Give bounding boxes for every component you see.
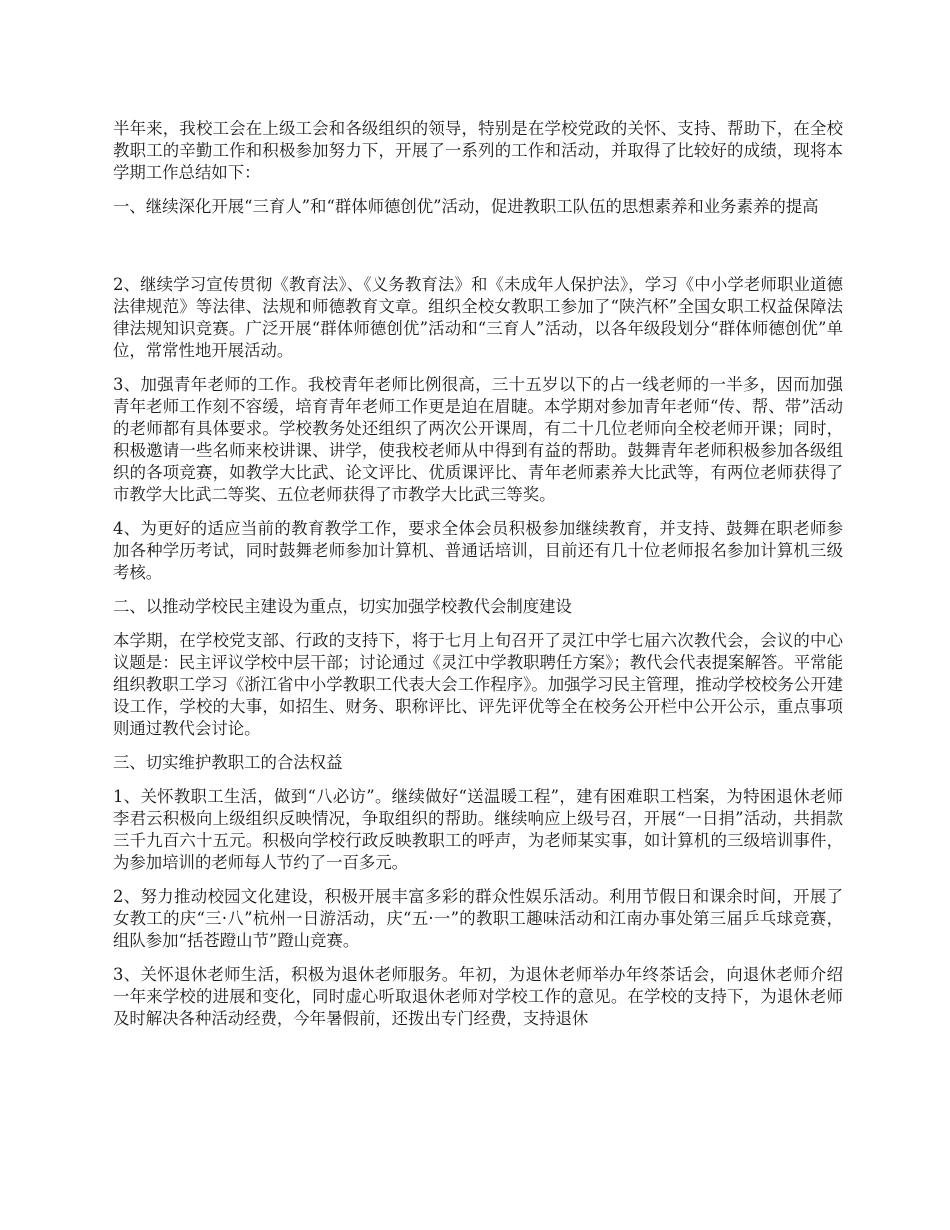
paragraph-congress: 本学期，在学校党支部、行政的支持下，将于七月上旬召开了灵江中学七届六次教代会，会议的中心议题是：民主评议学校中层干部；讨论通过《灵江中学教职聘任方案》；教代会代表提案解答。平常能组织教职工学习《浙江省中小学教职工代表大会工作程序》。加强学习民主管理，推动学校校务公开建设工作，学校的大事，如招生、财务、职称评比、评先评优等全在校务公开栏中公开公示，重点事项则通过教代会讨论。 xyxy=(113,631,843,738)
section-heading-3: 三、切实维护教职工的合法权益 xyxy=(113,753,343,772)
paragraph-welfare-1: 1、关怀教职工生活，做到“八必访”。继续做好“送温暖工程”，建有困难职工档案，为特困退休老师李君云积极向上级组织反映情况，争取组织的帮助。继续响应上级号召，开展“一日捐”活动，共捐款三千九百六十五元。积极向学校行政反映教职工的呼声，为老师某实事，如计算机的三级培训事件，为参加培训的老师每人节约了一百多元。 xyxy=(113,787,843,872)
paragraph-item-4: 4、为更好的适应当前的教育教学工作，要求全体会员积极参加继续教育，并支持、鼓舞在职老师参加各种学历考试，同时鼓舞老师参加计算机、普通话培训，目前还有几十位老师报名参加计算机三级考核。 xyxy=(113,519,843,582)
document-body xyxy=(113,118,843,1042)
paragraph-welfare-2: 2、努力推动校园文化建设，积极开展丰富多彩的群众性娱乐活动。利用节假日和课余时间，开展了女教工的庆“三·八”杭州一日游活动，庆“五·一”的教职工趣味活动和江南办事处第三届乒乓球竞赛，组队参加“括苍蹬山节”蹬山竞赛。 xyxy=(113,887,843,950)
blank-spacer xyxy=(113,230,843,274)
section-heading-1: 一、继续深化开展“三育人”和“群体师德创优”活动，促进教职工队伍的思想素养和业务素养的提高 xyxy=(113,197,819,216)
section-heading-2: 二、以推动学校民主建设为重点，切实加强学校教代会制度建设 xyxy=(113,597,572,616)
paragraph-item-2: 2、继续学习宣传贯彻《教育法》、《义务教育法》和《未成年人保护法》，学习《中小学老师职业道德法律规范》等法律、法规和师德教育文章。组织全校女教职工参加了“陕汽杯”全国女职工权益保障法律法规知识竞赛。广泛开展“群体师德创优”活动和“三育人”活动，以各年级段划分“群体师德创优”单位，常常性地开展活动。 xyxy=(113,275,843,360)
intro-paragraph: 半年来，我校工会在上级工会和各级组织的领导，特别是在学校党政的关怀、支持、帮助下，在全校教职工的辛勤工作和积极参加努力下，开展了一系列的工作和活动，并取得了比较好的成绩，现将本学期工作总结如下： xyxy=(113,119,843,182)
paragraph-welfare-3: 3、关怀退休老师生活，积极为退休老师服务。年初，为退休老师举办年终茶话会，向退休老师介绍一年来学校的进展和变化，同时虚心听取退休老师对学校工作的意见。在学校的支持下，为退休老师及时解决各种活动经费，今年暑假前，还拨出专门经费，支持退休 xyxy=(113,965,843,1028)
paragraph-item-3: 3、加强青年老师的工作。我校青年老师比例很高，三十五岁以下的占一线老师的一半多，因而加强青年老师工作刻不容缓，培育青年老师工作更是迫在眉睫。本学期对参加青年老师“传、帮、带”活动的老师都有具体要求。学校教务处还组织了两次公开课周，有二十几位老师向全校老师开课；同时，积极邀请一些名师来校讲课、讲学，使我校老师从中得到有益的帮助。鼓舞青年老师积极参加各级组织的各项竞赛，如教学大比武、论文评比、优质课评比、青年老师素养大比武等，有两位老师获得了市教学大比武二等奖、五位老师获得了市教学大比武三等奖。 xyxy=(113,375,843,504)
